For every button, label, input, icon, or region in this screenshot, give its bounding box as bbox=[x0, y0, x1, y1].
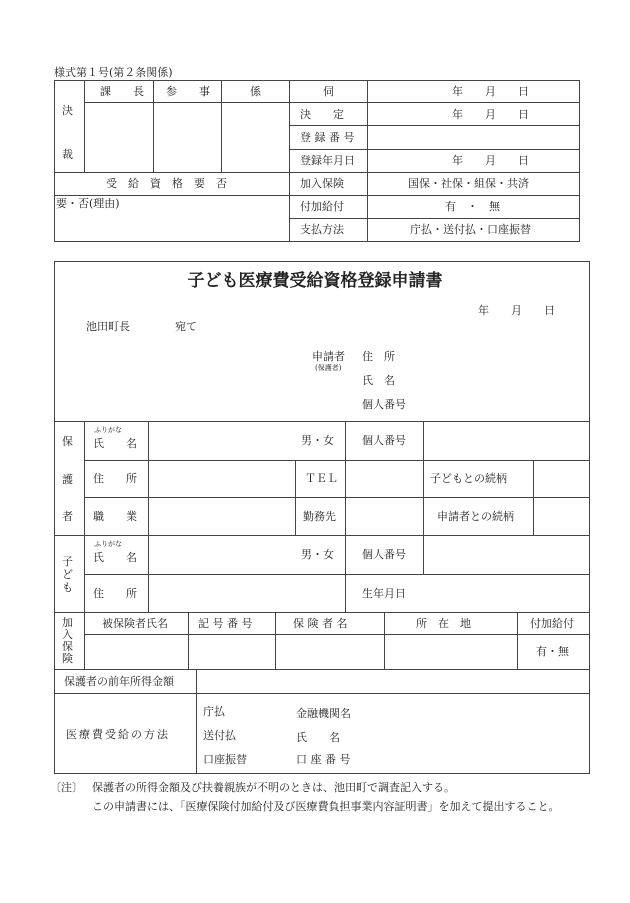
payment-option-chobarai: 庁払 bbox=[203, 705, 225, 718]
child-section-3: も bbox=[62, 581, 73, 594]
ukagai-label: 伺 bbox=[323, 85, 334, 98]
guardian-section-2: 護 bbox=[62, 473, 73, 486]
kakari-header: 係 bbox=[250, 85, 261, 98]
guardian-occupation-label: 職 業 bbox=[93, 510, 137, 523]
symbol-number-header: 記 号 番 号 bbox=[198, 617, 253, 630]
form-title: 子ども医療費受給資格登録申請書 bbox=[187, 271, 443, 291]
insurer-name-header: 保 険 者 名 bbox=[293, 617, 348, 630]
child-my-number-label: 個人番号 bbox=[362, 548, 406, 561]
toroku-bango-label: 登 録 番 号 bbox=[300, 131, 355, 144]
applicant-sub-label: (保護者) bbox=[315, 364, 342, 372]
guardian-my-number-label: 個人番号 bbox=[362, 434, 406, 447]
kanyu-hoken-options: 国保・社保・組保・共済 bbox=[408, 177, 529, 190]
payment-option-koza: 口座振替 bbox=[203, 753, 247, 766]
guardian-section-3: 者 bbox=[62, 510, 73, 523]
payment-option-sofubarai: 送付払 bbox=[203, 729, 236, 742]
kessai-label-2: 裁 bbox=[62, 148, 73, 161]
child-section-1: 子 bbox=[62, 555, 73, 568]
payment-method-label: 医療費受給の方法 bbox=[66, 728, 170, 741]
fuka-kyufu-label: 付加給付 bbox=[300, 200, 344, 213]
account-holder-label: 氏 名 bbox=[296, 731, 340, 744]
insurance-section-3: 保 bbox=[62, 640, 73, 653]
child-section-2: ど bbox=[62, 568, 73, 581]
guardian-relation-applicant-label: 申請者との続柄 bbox=[437, 510, 514, 523]
insured-name-header: 被保険者氏名 bbox=[102, 617, 168, 630]
form-number: 様式第１号(第２条関係) bbox=[54, 66, 173, 79]
income-label: 保護者の前年所得金額 bbox=[64, 675, 174, 688]
sanji-header: 参 事 bbox=[166, 85, 210, 98]
shiharai-options: 庁払・送付払・口座振替 bbox=[410, 223, 531, 236]
child-address-label: 住 所 bbox=[93, 587, 137, 600]
applicant-my-number-label: 個人番号 bbox=[362, 398, 406, 411]
kacho-header: 課 長 bbox=[100, 85, 144, 98]
kanyu-hoken-label: 加入保険 bbox=[300, 177, 344, 190]
insurance-fuka-kyufu-options: 有・無 bbox=[536, 645, 569, 658]
guardian-workplace-label: 勤務先 bbox=[303, 510, 336, 523]
child-gender: 男・女 bbox=[301, 548, 334, 561]
insurance-section-4: 険 bbox=[62, 652, 73, 665]
guardian-section-1: 保 bbox=[62, 435, 73, 448]
recipient: 池田町長 bbox=[86, 320, 130, 333]
location-header: 所 在 地 bbox=[416, 617, 471, 630]
toroku-date: 年 月 日 bbox=[452, 154, 529, 167]
guardian-gender: 男・女 bbox=[301, 434, 334, 447]
kettei-label: 決 定 bbox=[300, 108, 344, 121]
guardian-relation-child-label: 子どもとの続柄 bbox=[430, 472, 507, 485]
applicant-address-label: 住 所 bbox=[362, 350, 395, 363]
insurance-section-2: 入 bbox=[62, 628, 73, 641]
guardian-address-label: 住 所 bbox=[93, 472, 137, 485]
applicant-name-label: 氏 名 bbox=[362, 374, 395, 387]
insurance-fuka-kyufu-header: 付加給付 bbox=[530, 617, 574, 630]
applicant-label: 申請者 bbox=[312, 350, 345, 363]
fuka-kyufu-options: 有 ・ 無 bbox=[445, 200, 500, 213]
notes-line-1: 保護者の所得金額及び扶養親族が不明のときは、池田町で調査記入する。 bbox=[92, 781, 455, 794]
child-birthdate-label: 生年月日 bbox=[362, 587, 406, 600]
application-date: 年 月 日 bbox=[478, 304, 555, 317]
notes-marker: 〔注〕 bbox=[50, 781, 83, 794]
yohi-label: 要・否(理由) bbox=[56, 197, 120, 210]
kettei-date: 年 月 日 bbox=[452, 108, 529, 121]
guardian-tel-label: ＴＥＬ bbox=[305, 472, 338, 485]
insurance-section-1: 加 bbox=[62, 616, 73, 629]
kessai-label-1: 決 bbox=[62, 104, 73, 117]
guardian-furigana-label: ふりがな bbox=[94, 426, 122, 434]
guardian-name-label: 氏 名 bbox=[93, 437, 137, 450]
toroku-nengappi-label: 登録年月日 bbox=[300, 154, 355, 167]
shiharai-label: 支払方法 bbox=[300, 223, 344, 236]
child-furigana-label: ふりがな bbox=[94, 540, 122, 548]
notes-line-2: この申請書には、「医療保険付加給付及び医療費負担事業内容証明書」を加えて提出すること。 bbox=[92, 800, 560, 813]
bank-name-label: 金融機関名 bbox=[296, 707, 351, 720]
jukyu-shikaku-label: 受 給 資 格 要 否 bbox=[106, 177, 227, 190]
account-number-label: 口 座 番 号 bbox=[296, 753, 351, 766]
atete: 宛て bbox=[175, 320, 197, 333]
child-name-label: 氏 名 bbox=[93, 551, 137, 564]
ukagai-date: 年 月 日 bbox=[452, 85, 529, 98]
